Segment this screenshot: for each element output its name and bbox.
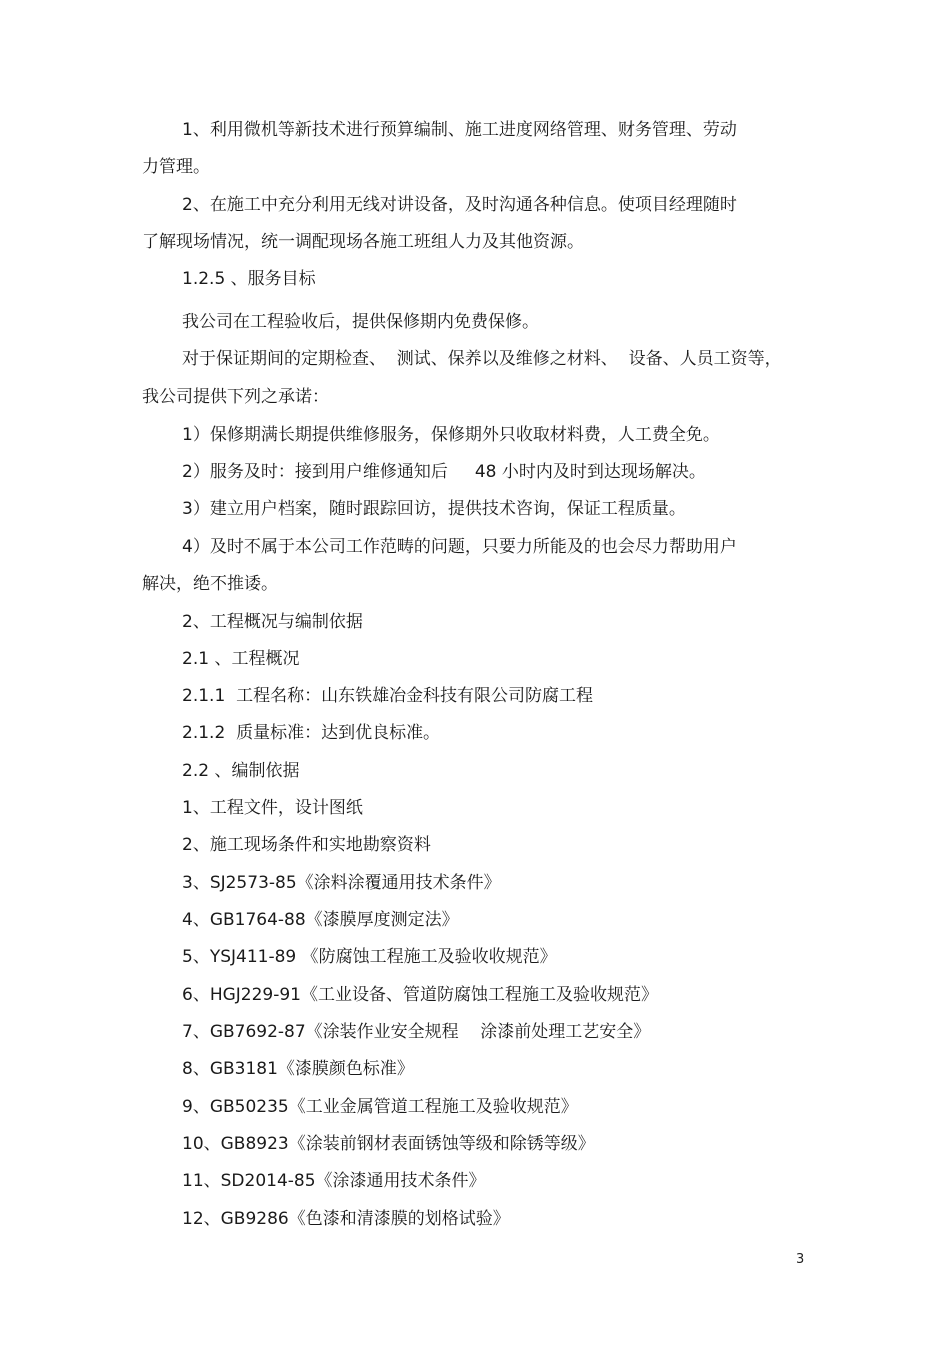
section-heading: 1.2.5 、服务目标 bbox=[182, 269, 316, 289]
list-item: 3）建立用户档案，随时跟踪回访，提供技术咨询，保证工程质量。 bbox=[182, 499, 686, 519]
list-item: 3、SJ2573-85《涂料涂覆通用技术条件》 bbox=[182, 873, 501, 893]
list-item: 8、GB3181《漆膜颜色标准》 bbox=[182, 1059, 414, 1079]
list-item: 4）及时不属于本公司工作范畴的问题，只要力所能及的也会尽力帮助用户 bbox=[182, 537, 737, 557]
list-item: 2.1.2 质量标准：达到优良标准。 bbox=[182, 723, 441, 743]
list-item: 1、工程文件，设计图纸 bbox=[182, 798, 363, 818]
list-item: 7、GB7692-87《涂装作业安全规程 涂漆前处理工艺安全》 bbox=[182, 1022, 651, 1042]
paragraph-line: 2、在施工中充分利用无线对讲设备，及时沟通各种信息。使项目经理随时 bbox=[182, 195, 737, 215]
paragraph-line: 我公司提供下列之承诺： bbox=[142, 387, 329, 407]
paragraph-line: 力管理。 bbox=[142, 157, 210, 177]
list-item: 1）保修期满长期提供维修服务，保修期外只收取材料费，人工费全免。 bbox=[182, 425, 720, 445]
paragraph-line: 了解现场情况，统一调配现场各施工班组人力及其他资源。 bbox=[142, 232, 584, 252]
section-heading: 2.1 、工程概况 bbox=[182, 649, 300, 669]
list-item: 9、GB50235《工业金属管道工程施工及验收规范》 bbox=[182, 1097, 578, 1117]
page-number: 3 bbox=[796, 1252, 805, 1267]
section-heading: 2.2 、编制依据 bbox=[182, 761, 300, 781]
list-item: 2.1.1 工程名称：山东铁雄冶金科技有限公司防腐工程 bbox=[182, 686, 594, 706]
list-item: 4、GB1764-88《漆膜厚度测定法》 bbox=[182, 910, 459, 930]
list-item: 2、施工现场条件和实地勘察资料 bbox=[182, 835, 431, 855]
list-item: 11、SD2014-85《涂漆通用技术条件》 bbox=[182, 1171, 486, 1191]
list-item: 2）服务及时：接到用户维修通知后 48 小时内及时到达现场解决。 bbox=[182, 462, 706, 482]
section-heading: 2、工程概况与编制依据 bbox=[182, 612, 363, 632]
paragraph-line: 对于保证期间的定期检查、 测试、保养以及维修之材料、 设备、人员工资等， bbox=[182, 349, 782, 369]
list-item: 12、GB9286《色漆和清漆膜的划格试验》 bbox=[182, 1209, 510, 1229]
paragraph-line: 解决，绝不推诿。 bbox=[142, 574, 278, 594]
list-item: 6、HGJ229-91《工业设备、管道防腐蚀工程施工及验收规范》 bbox=[182, 985, 658, 1005]
list-item: 10、GB8923《涂装前钢材表面锈蚀等级和除锈等级》 bbox=[182, 1134, 595, 1154]
paragraph-line: 我公司在工程验收后，提供保修期内免费保修。 bbox=[182, 312, 539, 332]
paragraph-line: 1、利用微机等新技术进行预算编制、施工进度网络管理、财务管理、劳动 bbox=[182, 120, 737, 140]
list-item: 5、YSJ411-89 《防腐蚀工程施工及验收收规范》 bbox=[182, 947, 557, 967]
